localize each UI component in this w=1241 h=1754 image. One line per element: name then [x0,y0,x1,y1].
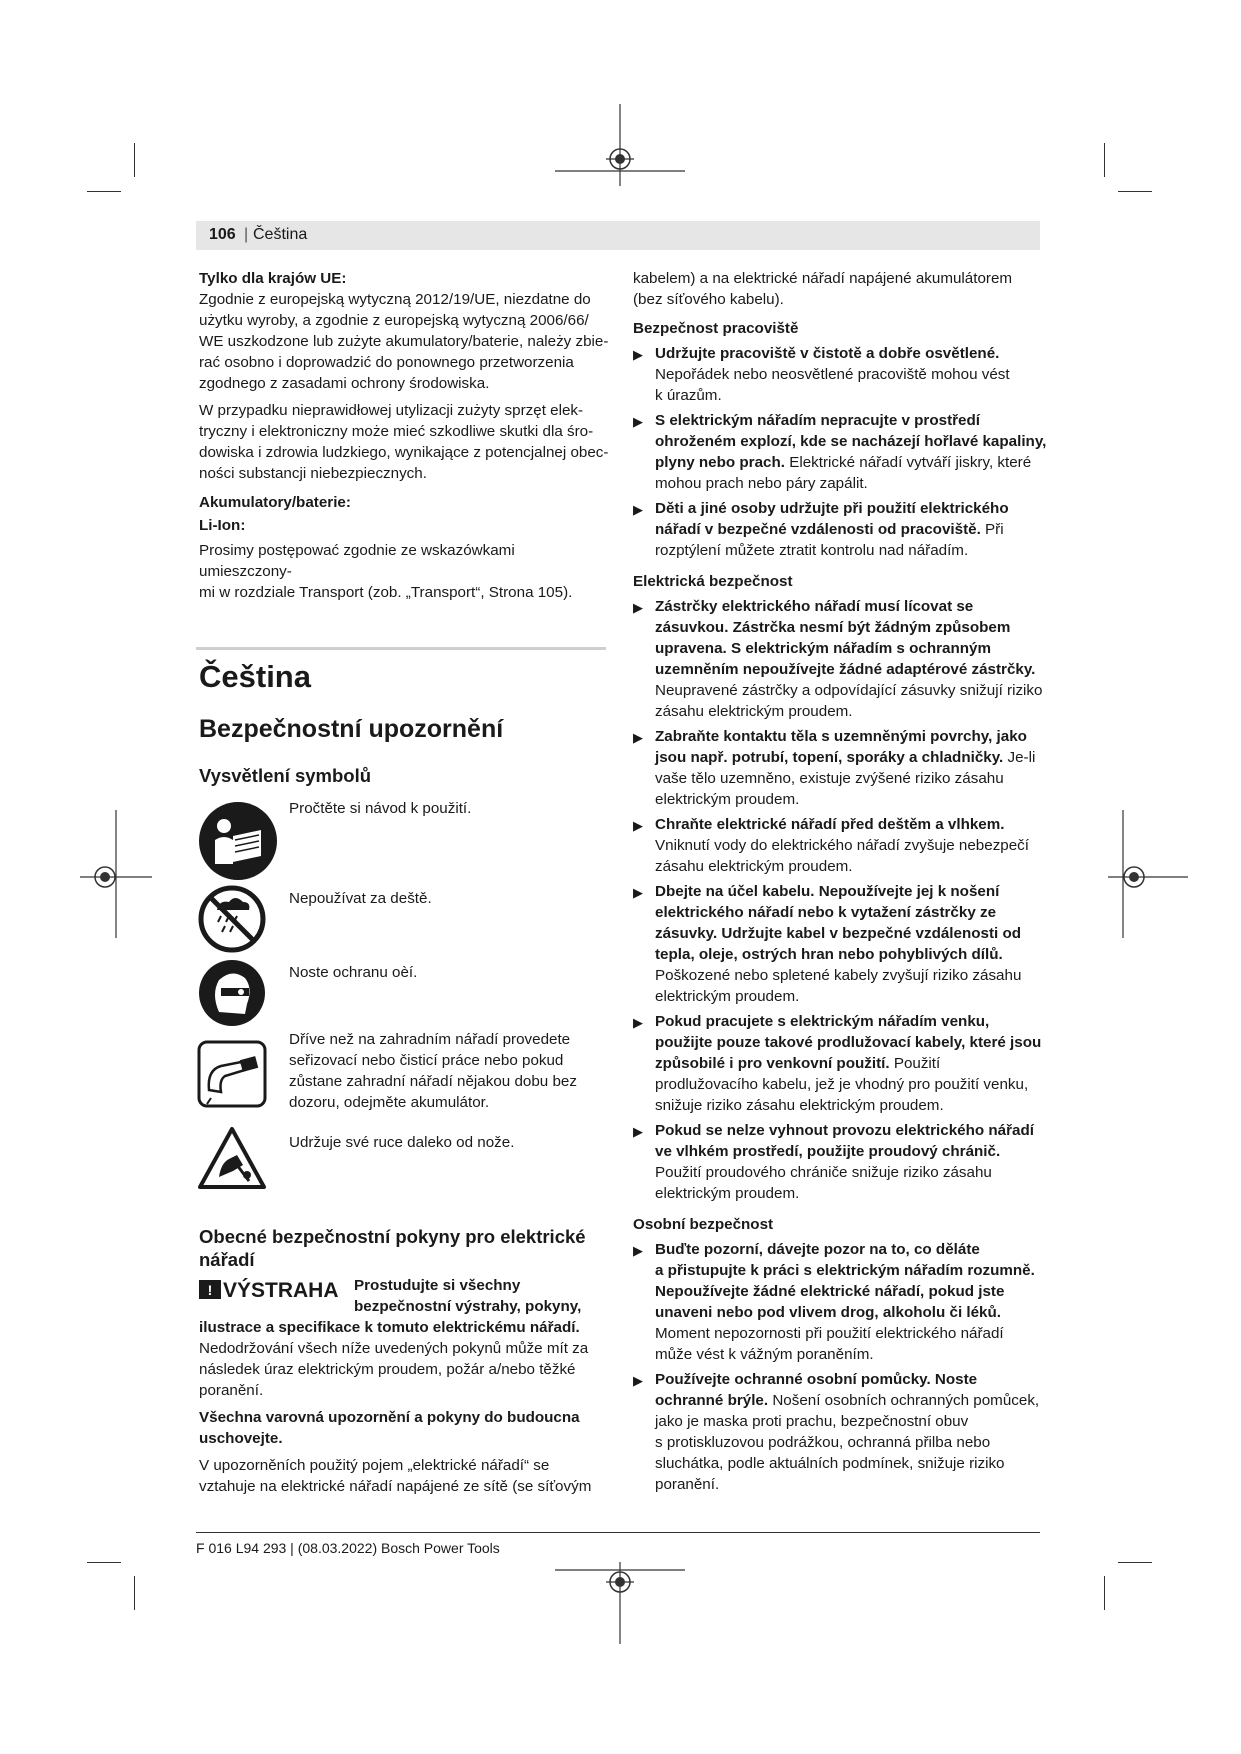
list-item [633,410,1053,494]
item-bold-line: Udržujte pracoviště v čistotě a dobře osvětlené. [655,345,1000,362]
improper-text-line: ności substancji niebezpiecznych. [199,465,427,482]
item-bold-line: Zástrčky elektrického nářadí musí lícovat se [655,598,974,615]
crop-mark [1104,1576,1105,1610]
warning-bold-intro [354,1275,614,1317]
header-separator: | [244,226,249,243]
footer-text: F 016 L94 293 | (08.03.2022) Bosch Power Tools [196,1540,500,1556]
symbol-text-line: zůstane zahradní nářadí nějakou dobu bez [289,1073,577,1090]
symbol-text-read-manual [289,798,589,819]
item-bold-line: ohroženém explozí, kde se nacházejí hořlavé kapaliny, [655,433,1047,450]
symbol-text-line: dozoru, odejměte akumulátor. [289,1094,490,1111]
term-text-line: vztahuje na elektrické nářadí napájené ze sítě (se síťovým [199,1478,592,1495]
section-divider [196,647,606,650]
eu-disposal-section [199,268,609,603]
work-safety-title: Bezpečnost pracoviště [633,320,799,337]
general-safety-title: Obecné bezpečnostní pokyny pro elektrické nářadí [199,1226,586,1270]
item-text-line: Vniknutí vody do elektrického nářadí zvyšuje nebezpečí [655,837,1029,854]
crop-mark [134,143,135,177]
bullet-arrow-icon: ▶ [633,885,643,900]
item-bold-line: Dbejte na účel kabelu. Nepoužívejte jej k nošení [655,883,1000,900]
bullet-arrow-icon: ▶ [633,818,643,833]
right-column [633,268,1053,1495]
item-bold-line: Děti a jiné osoby udržujte při použití elektrického [655,500,1009,517]
bullet-arrow-icon: ▶ [633,347,643,362]
item-text-line: Neupravené zástrčky a odpovídající zásuvky snižují riziko [655,682,1043,699]
liion-text-line: mi w rozdziale Transport (zob. „Transport“, Strona 105). [199,584,573,601]
no-rain-icon [197,884,267,954]
section-title: Bezpečnostní upozornění [199,715,504,743]
item-text-line: elektrickým proudem. [655,988,800,1005]
term-text-line: V upozorněních použitý pojem „elektrické nářadí“ se [199,1457,550,1474]
item-bold-line: Buďte pozorní, dávejte pozor na to, co děláte [655,1241,980,1258]
crop-mark [87,191,121,192]
item-bold-line: upravena. S elektrickým nářadím s ochranným [655,640,991,657]
item-bold-line: způsobilé i pro venkovní použití. [655,1055,890,1072]
item-text-line: mohou prach nebo páry zapálit. [655,475,868,492]
item-text-line: vaše tělo uzemněno, existuje zvýšené riziko zásahu [655,770,1004,787]
warning-badge [199,1279,339,1303]
item-text-line: Nepořádek nebo neosvětlené pracoviště mohou vést [655,366,1010,383]
symbol-text-eye-protection [289,962,589,983]
bullet-arrow-icon: ▶ [633,502,643,517]
page-header [196,221,1040,250]
list-item [633,1120,1053,1204]
item-bold-line: plyny nebo prach. [655,454,785,471]
bullet-arrow-icon: ▶ [633,1243,643,1258]
item-inline-text: Nošení osobních ochranných pomůcek, [772,1392,1040,1409]
item-text-line: Použití proudového chrániče snižuje riziko zásahu [655,1164,992,1181]
item-bold-line: a přistupujte k práci s elektrickým nářadím rozumně. [655,1262,1035,1279]
symbol-text-line: Dříve než na zahradním nářadí provedete [289,1031,571,1048]
item-bold-line: unaveni nebo pod vlivem drog, alkoholu či léků. [655,1304,1001,1321]
bullet-arrow-icon: ▶ [633,1373,643,1388]
warning-text-line: následek úraz elektrickým proudem, požár a/nebo těžké [199,1361,576,1378]
list-item [633,596,1053,722]
item-text-line: může vést k vážným poraněním. [655,1346,874,1363]
warning-text-line: poranění. [199,1382,264,1399]
item-bold-line: Pokud se nelze vyhnout provozu elektrického nářadí [655,1122,1034,1139]
warning-bold-line: Prostudujte si všechny [354,1277,521,1294]
eu-text-line: rać osobno i doprowadzić do ponownego przetworzenia [199,354,574,371]
item-bold-line: ve vlhkém prostředí, použijte proudový chránič. [655,1143,1001,1160]
eu-text-line: zgodnego z zasadami ochrony środowiska. [199,375,490,392]
item-bold-line: nářadí v bezpečné vzdálenosti od pracoviště. [655,521,981,538]
crop-mark [134,1576,135,1610]
bullet-arrow-icon: ▶ [633,730,643,745]
item-text-line: s protiskluzovou podrážkou, ochranná přilba nebo [655,1434,991,1451]
crop-mark [1104,143,1105,177]
eye-protection-icon [197,958,267,1028]
list-item [633,1011,1053,1116]
item-text-line: jako je maska proti prachu, bezpečnostní obuv [655,1413,969,1430]
registration-mark-icon [550,104,690,194]
symbol-text-remove-battery [289,1029,589,1113]
crop-mark [1118,191,1152,192]
warning-section [199,1317,619,1497]
personal-safety-title: Osobní bezpečnost [633,1216,774,1233]
improper-text-line: dowiska i zdrowia ludzkiego, wynikające z potencjalnej obec- [199,444,609,461]
item-text-line: Poškozené nebo spletené kabely zvyšují riziko zásahu [655,967,1022,984]
eu-text-line: WE uszkodzone lub zużyte akumulatory/baterie, należy zbie- [199,333,609,350]
eu-text-line: Zgodnie z europejską wytyczną 2012/19/UE, niezdatne do [199,291,591,308]
list-item [633,726,1053,810]
list-item [633,1239,1053,1365]
item-text-line: k úrazům. [655,387,722,404]
footer-divider [196,1532,1040,1533]
symbol-text-line: Nepoužívat za deště. [289,890,432,907]
registration-mark-icon [550,1562,690,1652]
registration-mark-icon [1100,810,1190,940]
symbol-text-line: Noste ochranu oèí. [289,964,418,981]
item-bold-line: Pokud pracujete s elektrickým nářadím venku, [655,1013,990,1030]
eu-text-line: użytku wyroby, a zgodnie z europejską wytyczną 2006/66/ [199,312,589,329]
item-bold-line: S elektrickým nářadím nepracujte v prostředí [655,412,980,429]
keep-hands-away-icon [197,1125,267,1191]
item-bold-line: Zabraňte kontaktu těla s uzemněnými povrchy, jako [655,728,1027,745]
electrical-safety-title: Elektrická bezpečnost [633,573,793,590]
item-text-line: Moment nepozornosti při použití elektrického nářadí [655,1325,1004,1342]
item-text-line: elektrickým proudem. [655,791,800,808]
read-manual-icon [197,800,279,882]
item-bold-line: elektrického nářadí nebo k vytažení zástrčky ze [655,904,997,921]
item-bold-line: zásuvky. Udržujte kabel v bezpečné vzdálenosti od [655,925,1022,942]
item-text-line: elektrickým proudem. [655,1185,800,1202]
bullet-arrow-icon: ▶ [633,1015,643,1030]
keep-bold-line: Všechna varovná upozornění a pokyny do budoucna [199,1409,580,1426]
registration-mark-icon [80,810,160,940]
bullet-arrow-icon: ▶ [633,1124,643,1139]
item-inline-text: Při [985,521,1004,538]
eu-title: Tylko dla krajów UE: [199,270,347,287]
item-bold-line: uzemněním nepoužívejte žádné adaptérové zástrčky. [655,661,1036,678]
item-text-line: poranění. [655,1476,720,1493]
list-item [633,343,1053,406]
item-text-line: zásahu elektrickým proudem. [655,703,853,720]
item-bold-line: jsou např. potrubí, topení, sporáky a chladničky. [655,749,1004,766]
liion-title: Li-Ion: [199,517,246,534]
crop-mark [87,1562,121,1563]
item-text-line: prodlužovacího kabelu, jež je vhodný pro použití venku, [655,1076,1029,1093]
bullet-arrow-icon: ▶ [633,414,643,429]
battery-title: Akumulatory/baterie: [199,494,351,511]
symbol-text-line: Udržuje své ruce daleko od nože. [289,1134,515,1151]
item-inline-text: Použití [893,1055,941,1072]
symbol-text-no-rain [289,888,589,909]
crop-mark [1118,1562,1152,1563]
warning-bold-line: ilustrace a specifikace k tomuto elektrickému nářadí. [199,1319,580,1336]
page-number: 106 [209,226,236,243]
warning-triangle-icon: ! [199,1280,221,1299]
item-bold-line: tepla, oleje, ostrých hran nebo pohyblivých dílů. [655,946,1003,963]
warning-text-line: Nedodržování všech níže uvedených pokynů může mít za [199,1340,589,1357]
list-item [633,881,1053,1007]
item-text-line: snižuje riziko zásahu elektrickým proudem. [655,1097,944,1114]
item-text-line: sluchátka, podle aktuálních podmínek, snižuje riziko [655,1455,1005,1472]
subsection-title: Vysvětlení symbolů [199,765,372,786]
symbol-text-line: Pročtěte si návod k použití. [289,800,472,817]
list-item [633,1369,1053,1495]
item-text-line: rozptýlení můžete ztratit kontrolu nad nářadím. [655,542,969,559]
header-language: Čeština [253,226,308,243]
symbol-text-keep-hands-away [289,1132,589,1153]
bullet-arrow-icon: ▶ [633,600,643,615]
warning-bold-line: bezpečnostní výstrahy, pokyny, [354,1298,582,1315]
list-item [633,814,1053,877]
improper-text-line: tryczny i elektroniczny może mieć szkodliwe skutki dla śro- [199,423,594,440]
item-bold-line: Používejte ochranné osobní pomůcky. Noste [655,1371,978,1388]
improper-text-line: W przypadku nieprawidłowej utylizacji zużyty sprzęt elek- [199,402,584,419]
page-title: Čeština [199,659,311,694]
keep-bold-line: uschovejte. [199,1430,283,1447]
liion-text-line: Prosimy postępować zgodnie ze wskazówkami umieszczony- [199,542,515,580]
list-item [633,498,1053,561]
item-bold-line: zásuvkou. Zástrčka nesmí být žádným způsobem [655,619,1011,636]
cont-text-line: kabelem) a na elektrické nářadí napájené akumulátorem [633,270,1013,287]
remove-battery-icon [197,1040,267,1108]
item-bold-line: použijte pouze takové prodlužovací kabely, které jsou [655,1034,1042,1051]
item-inline-text: Elektrické nářadí vytváří jiskry, které [789,454,1032,471]
item-text-line: zásahu elektrickým proudem. [655,858,853,875]
item-bold-line: Nepoužívejte žádné elektrické nářadí, pokud jste [655,1283,1005,1300]
item-bold-line: Chraňte elektrické nářadí před deštěm a vlhkem. [655,816,1005,833]
cont-text-line: (bez síťového kabelu). [633,291,784,308]
symbol-text-line: seřizovací nebo čisticí práce nebo pokud [289,1052,564,1069]
item-bold-line: ochranné brýle. [655,1392,769,1409]
warning-label: VÝSTRAHA [223,1279,339,1302]
item-inline-text: Je-li [1007,749,1036,766]
